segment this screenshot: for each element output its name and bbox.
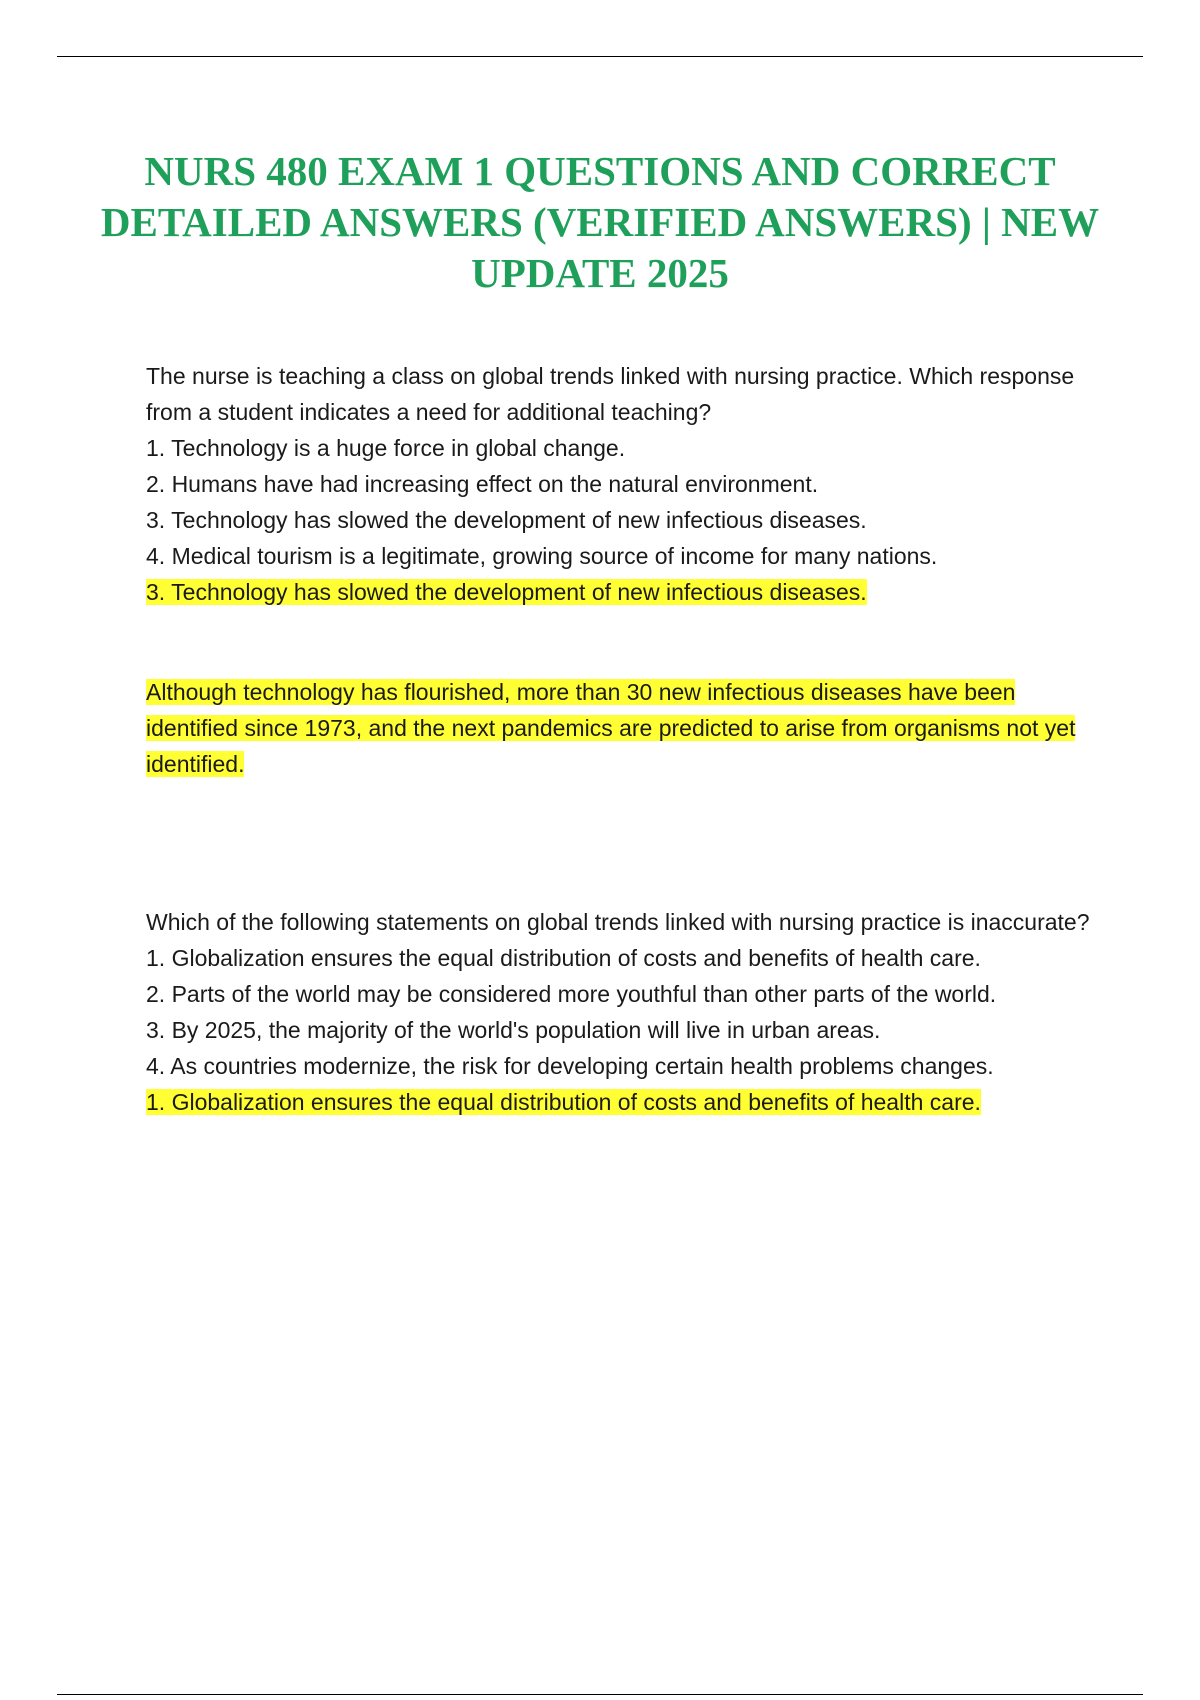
document-title: NURS 480 EXAM 1 QUESTIONS AND CORRECT DETAILED ANSWERS (VERIFIED ANSWERS) | NEW UPDATE 2025	[100, 148, 1100, 296]
document-body	[146, 358, 1101, 1120]
answer-option: 1. Globalization ensures the equal distribution of costs and benefits of health care.	[146, 945, 981, 971]
answer-option: 2. Parts of the world may be considered more youthful than other parts of the world.	[146, 981, 997, 1007]
answer-option: 4. Medical tourism is a legitimate, growing source of income for many nations.	[146, 543, 938, 569]
answer-option: 1. Technology is a huge force in global change.	[146, 435, 626, 461]
answer-option: 3. By 2025, the majority of the world's population will live in urban areas.	[146, 1017, 881, 1043]
question-stem: Which of the following statements on global trends linked with nursing practice is inaccurate?	[146, 909, 1090, 935]
bottom-divider	[57, 1694, 1143, 1695]
question-stem: The nurse is teaching a class on global trends linked with nursing practice. Which response from a student indicates a need for additional teaching?	[146, 363, 1075, 425]
correct-answer-highlight: 3. Technology has slowed the development of new infectious diseases.	[146, 579, 867, 605]
rationale-highlight: Although technology has flourished, more than 30 new infectious diseases have been identified since 1973, and the next pandemics are predicted to arise from organisms not yet identified.	[146, 679, 1076, 777]
top-divider	[57, 56, 1143, 57]
question-block-1	[146, 358, 1101, 782]
answer-option: 2. Humans have had increasing effect on the natural environment.	[146, 471, 819, 497]
correct-answer-highlight: 1. Globalization ensures the equal distribution of costs and benefits of health care.	[146, 1089, 981, 1115]
answer-option: 3. Technology has slowed the development of new infectious diseases.	[146, 507, 867, 533]
question-block-2	[146, 904, 1101, 1120]
answer-option: 4. As countries modernize, the risk for developing certain health problems changes.	[146, 1053, 994, 1079]
